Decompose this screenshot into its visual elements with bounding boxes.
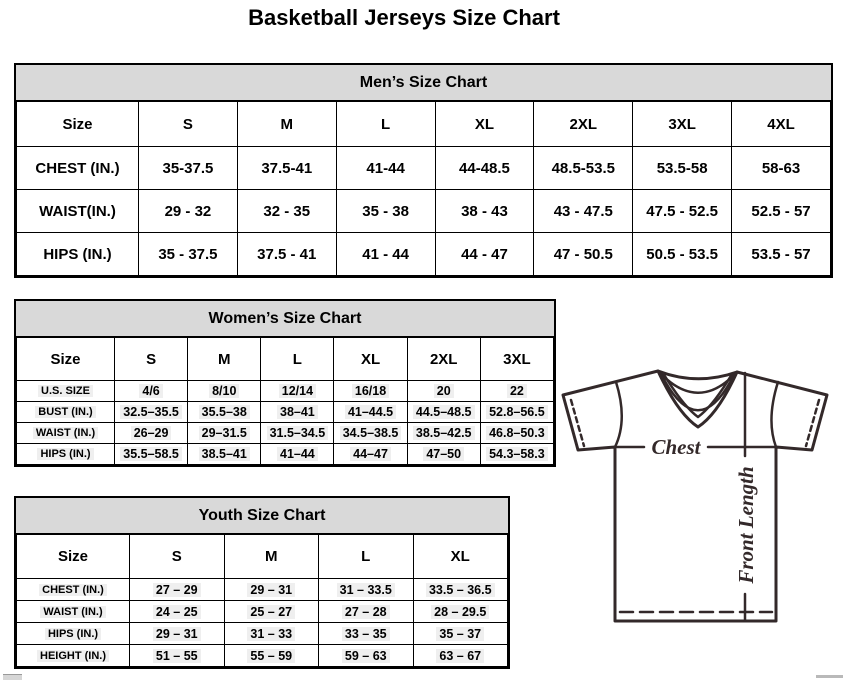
women-value-cell: 8/10 (188, 381, 261, 402)
women-value-cell: 41–44.5 (334, 402, 407, 423)
women-value-cell: 44.5–48.5 (407, 402, 480, 423)
youth-value-cell: 35 – 37 (413, 623, 508, 645)
youth-size-table (16, 534, 508, 667)
men-value-cell: 41 - 44 (336, 233, 435, 276)
youth-col-header-s: S (130, 535, 225, 579)
men-table-row (17, 147, 831, 190)
cutoff-fragment-right (816, 675, 843, 678)
youth-table-row (17, 623, 508, 645)
men-value-cell: 48.5-53.5 (534, 147, 633, 190)
youth-value-cell: 27 – 28 (319, 601, 414, 623)
women-value-cell: 46.8–50.3 (480, 423, 553, 444)
men-size-header: Size (17, 102, 139, 147)
right-cuff-stitch (806, 400, 819, 446)
men-value-cell: 29 - 32 (139, 190, 238, 233)
women-row-label: BUST (IN.) (17, 402, 115, 423)
youth-col-header-xl: XL (413, 535, 508, 579)
front-length-label: Front Length (734, 466, 758, 584)
women-col-header-2xl: 2XL (407, 338, 480, 381)
men-col-header-xl: XL (435, 102, 534, 147)
jersey-outline (563, 371, 827, 621)
women-value-cell: 35.5–58.5 (115, 444, 188, 465)
youth-value-cell: 24 – 25 (130, 601, 225, 623)
women-table-row (17, 381, 554, 402)
youth-value-cell: 59 – 63 (319, 645, 414, 667)
men-value-cell: 53.5 - 57 (732, 233, 831, 276)
women-col-header-m: M (188, 338, 261, 381)
men-col-header-m: M (237, 102, 336, 147)
mens-size-chart (14, 63, 833, 278)
women-value-cell: 41–44 (261, 444, 334, 465)
women-col-header-s: S (115, 338, 188, 381)
women-value-cell: 54.3–58.3 (480, 444, 553, 465)
left-armhole-seam (615, 382, 622, 447)
youth-value-cell: 25 – 27 (224, 601, 319, 623)
page-title: Basketball Jerseys Size Chart (248, 5, 560, 30)
men-row-label: CHEST (IN.) (17, 147, 139, 190)
women-col-header-xl: XL (334, 338, 407, 381)
women-row-label: WAIST (IN.) (17, 423, 115, 444)
women-value-cell: 16/18 (334, 381, 407, 402)
men-value-cell: 35-37.5 (139, 147, 238, 190)
men-value-cell: 38 - 43 (435, 190, 534, 233)
youth-value-cell: 27 – 29 (130, 579, 225, 601)
women-value-cell: 22 (480, 381, 553, 402)
women-value-cell: 29–31.5 (188, 423, 261, 444)
women-col-header-3xl: 3XL (480, 338, 553, 381)
men-value-cell: 43 - 47.5 (534, 190, 633, 233)
women-table-row (17, 444, 554, 465)
left-cuff-stitch (571, 400, 584, 446)
women-value-cell: 38.5–42.5 (407, 423, 480, 444)
chest-label: Chest (651, 435, 701, 459)
men-table-row (17, 233, 831, 276)
men-value-cell: 37.5 - 41 (237, 233, 336, 276)
women-value-cell: 32.5–35.5 (115, 402, 188, 423)
youth-row-label: CHEST (IN.) (17, 579, 130, 601)
right-armhole-seam (771, 382, 778, 447)
men-value-cell: 35 - 38 (336, 190, 435, 233)
women-value-cell: 38–41 (261, 402, 334, 423)
youth-value-cell: 28 – 29.5 (413, 601, 508, 623)
cutoff-fragment-left (3, 674, 22, 680)
youth-value-cell: 55 – 59 (224, 645, 319, 667)
jersey-diagram-svg (556, 362, 843, 625)
women-table-row (17, 423, 554, 444)
men-value-cell: 47 - 50.5 (534, 233, 633, 276)
women-value-cell: 26–29 (115, 423, 188, 444)
men-value-cell: 50.5 - 53.5 (633, 233, 732, 276)
women-col-header-l: L (261, 338, 334, 381)
womens-size-table (16, 337, 554, 465)
men-col-header-2xl: 2XL (534, 102, 633, 147)
youth-value-cell: 29 – 31 (130, 623, 225, 645)
women-value-cell: 20 (407, 381, 480, 402)
womens-size-chart-title: Women’s Size Chart (16, 301, 554, 337)
jersey-measurement-diagram (556, 362, 843, 625)
youth-value-cell: 29 – 31 (224, 579, 319, 601)
women-row-label: HIPS (IN.) (17, 444, 115, 465)
youth-size-chart-title: Youth Size Chart (16, 498, 508, 534)
men-value-cell: 53.5-58 (633, 147, 732, 190)
men-col-header-4xl: 4XL (732, 102, 831, 147)
youth-value-cell: 31 – 33.5 (319, 579, 414, 601)
youth-row-label: HIPS (IN.) (17, 623, 130, 645)
men-value-cell: 44-48.5 (435, 147, 534, 190)
youth-table-row (17, 579, 508, 601)
youth-col-header-m: M (224, 535, 319, 579)
youth-value-cell: 51 – 55 (130, 645, 225, 667)
men-value-cell: 32 - 35 (237, 190, 336, 233)
women-row-label: U.S. SIZE (17, 381, 115, 402)
youth-size-chart (14, 496, 510, 669)
women-size-header: Size (17, 338, 115, 381)
men-value-cell: 58-63 (732, 147, 831, 190)
women-value-cell: 12/14 (261, 381, 334, 402)
women-table-row (17, 402, 554, 423)
men-table-row (17, 190, 831, 233)
men-col-header-s: S (139, 102, 238, 147)
youth-value-cell: 31 – 33 (224, 623, 319, 645)
youth-value-cell: 33.5 – 36.5 (413, 579, 508, 601)
women-value-cell: 31.5–34.5 (261, 423, 334, 444)
youth-col-header-l: L (319, 535, 414, 579)
women-value-cell: 35.5–38 (188, 402, 261, 423)
men-value-cell: 47.5 - 52.5 (633, 190, 732, 233)
women-value-cell: 52.8–56.5 (480, 402, 553, 423)
womens-size-chart (14, 299, 556, 467)
men-value-cell: 44 - 47 (435, 233, 534, 276)
men-value-cell: 41-44 (336, 147, 435, 190)
youth-value-cell: 63 – 67 (413, 645, 508, 667)
men-col-header-l: L (336, 102, 435, 147)
men-col-header-3xl: 3XL (633, 102, 732, 147)
women-value-cell: 47–50 (407, 444, 480, 465)
women-value-cell: 38.5–41 (188, 444, 261, 465)
women-value-cell: 4/6 (115, 381, 188, 402)
women-value-cell: 44–47 (334, 444, 407, 465)
youth-table-row (17, 645, 508, 667)
women-value-cell: 34.5–38.5 (334, 423, 407, 444)
men-row-label: HIPS (IN.) (17, 233, 139, 276)
youth-row-label: WAIST (IN.) (17, 601, 130, 623)
youth-size-header: Size (17, 535, 130, 579)
youth-value-cell: 33 – 35 (319, 623, 414, 645)
mens-size-table (16, 101, 831, 276)
men-row-label: WAIST(IN.) (17, 190, 139, 233)
men-value-cell: 35 - 37.5 (139, 233, 238, 276)
men-value-cell: 52.5 - 57 (732, 190, 831, 233)
mens-size-chart-title: Men’s Size Chart (16, 65, 831, 101)
youth-row-label: HEIGHT (IN.) (17, 645, 130, 667)
men-value-cell: 37.5-41 (237, 147, 336, 190)
youth-table-row (17, 601, 508, 623)
